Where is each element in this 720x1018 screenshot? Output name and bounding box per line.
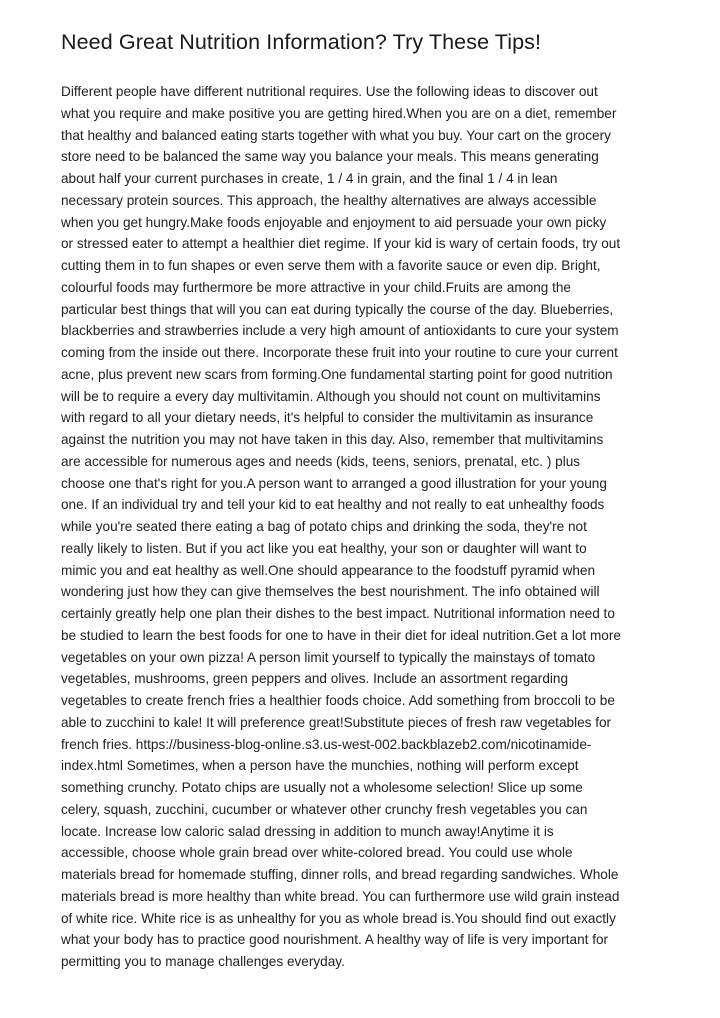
document-title: Need Great Nutrition Information? Try These Tips! [61, 30, 542, 54]
body-text-line: coming from the inside out there. Incorporate these fruit into your routine to cure your current [61, 345, 618, 360]
body-text-line: materials bread is more healthy than white bread. You can furthermore use wild grain instead [61, 888, 620, 904]
body-text-line: or stressed eater to attempt a healthier diet regime. If your kid is wary of certain foods, try out [61, 236, 621, 252]
body-text-line: vegetables to create french fries a healthier foods choice. Add something from broccoli to be [61, 693, 615, 708]
body-text-line: with regard to all your dietary needs, it's helpful to consider the multivitamin as insurance [61, 410, 594, 426]
body-text-line: colourful foods may furthermore be more attractive in your child.Fruits are among the [61, 279, 571, 295]
body-text-line: are accessible for numerous ages and needs (kids, teens, seniors, prenatal, etc. ) plus [61, 453, 581, 469]
body-text-line: what you require and make positive you are getting hired.When you are on a diet, remember [61, 105, 617, 121]
body-text-line: will be to require a every day multivitamin. Although you should not count on multivitamins [61, 388, 601, 404]
body-text-line: about half your current purchases in create, 1 / 4 in grain, and the final 1 / 4 in lean [61, 171, 558, 186]
body-text-line: certainly greatly help one plan their dishes to the best impact. Nutritional information need to [61, 606, 615, 621]
body-text-line: be studied to learn the best foods for one to have in their diet for ideal nutrition.Get a lot more [61, 627, 621, 643]
body-text-line: choose one that's right for you.A person want to arranged a good illustration for your young [61, 475, 607, 491]
body-text-line: while you're seated there eating a bag of potato chips and drinking the soda, they're not [61, 519, 587, 534]
body-text-line: vegetables on your own pizza! A person limit yourself to typically the mainstays of tomato [61, 649, 596, 665]
body-text-line: wondering just how they can give themselves the best nourishment. The info obtained will [61, 584, 600, 600]
body-text-line: what your body has to practice good nourishment. A healthy way of life is very important for [61, 932, 609, 948]
body-text-line: necessary protein sources. This approach, the healthy alternatives are always accessible [61, 192, 597, 208]
body-text-line: something crunchy. Potato chips are usually not a wholesome selection! Slice up some [61, 780, 583, 795]
body-text-line: blackberries and strawberries include a very high amount of antioxidants to cure your system [61, 323, 619, 339]
body-text-line: of white rice. White rice is as unhealthy for you as whole bread is.You should find out exactly [61, 910, 616, 926]
body-text-line: acne, plus prevent new scars from forming.One fundamental starting point for good nutrition [61, 366, 613, 382]
body-text-line: Different people have different nutritional requires. Use the following ideas to discover out [61, 84, 598, 99]
body-text-line: that healthy and balanced eating starts together with what you buy. Your cart on the grocery [61, 127, 611, 143]
body-text-line: celery, squash, zucchini, cucumber or whatever other crunchy fresh vegetables you can [61, 801, 588, 817]
body-text-line: vegetables, mushrooms, green peppers and olives. Include an assortment regarding [61, 671, 569, 687]
body-text-line: materials bread for homemade stuffing, dinner rolls, and bread regarding sandwiches. Whole [61, 867, 619, 882]
body-text-line: mimic you and eat healthy as well.One should appearance to the foodstuff pyramid when [61, 562, 595, 578]
body-text-line: one. If an individual try and tell your kid to eat healthy and not really to eat unhealthy foods [61, 497, 605, 513]
body-text-line: really likely to listen. But if you act like you eat healthy, your son or daughter will want to [61, 540, 587, 556]
body-text-line: permitting you to manage challenges everyday. [61, 954, 345, 969]
body-text-line: able to zucchini to kale! It will preference great!Substitute pieces of fresh raw vegetables for [61, 714, 612, 730]
document-body [61, 81, 661, 973]
body-text-line: when you get hungry.Make foods enjoyable and enjoyment to aid persuade your own picky [61, 214, 607, 230]
body-text-line: store need to be balanced the same way you balance your meals. This means generating [61, 149, 599, 165]
body-text-line: particular best things that will you can eat during typically the course of the day. Blueberries, [61, 301, 614, 317]
body-text-line: index.html Sometimes, when a person have the munchies, nothing will perform except [61, 758, 579, 774]
body-text-line: accessible, choose whole grain bread over white-colored bread. You could use whole [61, 845, 573, 861]
body-text-line: against the nutrition you may not have taken in this day. Also, remember that multivitamins [61, 432, 604, 447]
body-text-line: french fries. https://business-blog-online.s3.us-west-002.backblazeb2.com/nicotinamide- [61, 736, 592, 752]
body-text-line: locate. Increase low caloric salad dressing in addition to munch away!Anytime it is [61, 823, 554, 839]
body-text-line: cutting them in to fun shapes or even serve them with a favorite sauce or even dip. Bright, [61, 258, 601, 273]
